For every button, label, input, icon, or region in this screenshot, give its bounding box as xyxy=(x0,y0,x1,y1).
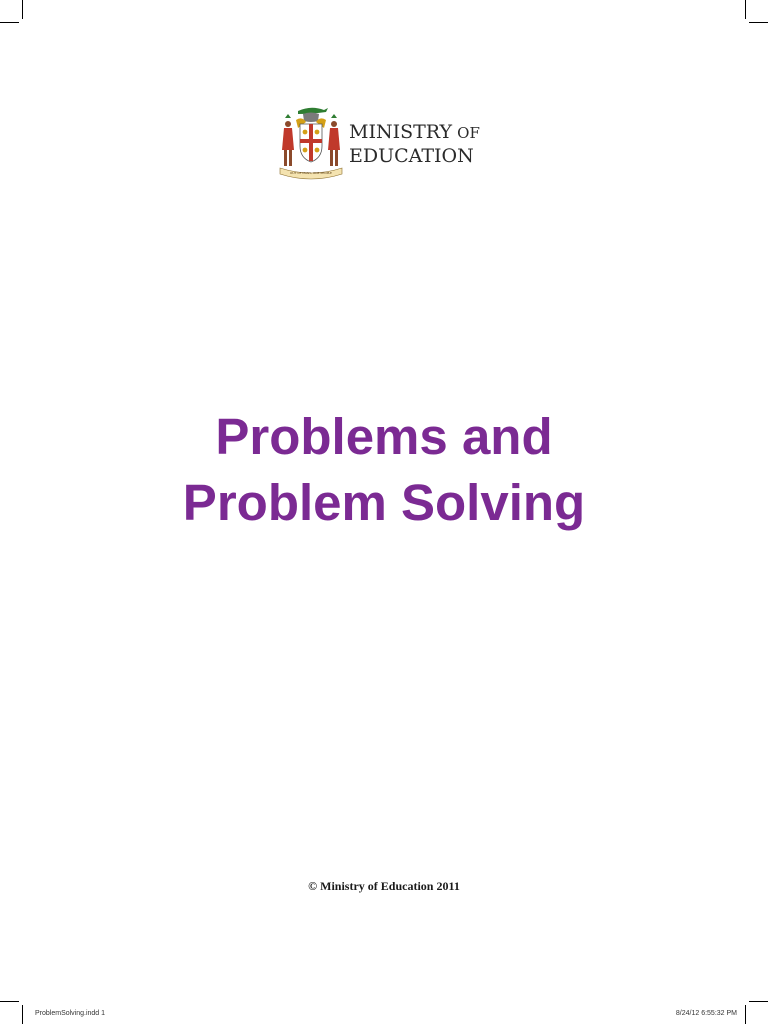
crop-mark-bottom-left-horizontal xyxy=(0,1001,19,1002)
title-line-1: Problems and xyxy=(215,408,553,465)
crop-mark-bottom-left-vertical xyxy=(22,1005,23,1024)
jamaica-coat-of-arms-icon xyxy=(276,102,346,182)
page-title xyxy=(0,404,768,536)
slug-filename: ProblemSolving.indd 1 xyxy=(35,1010,106,1017)
crop-mark-top-right-horizontal xyxy=(749,22,768,23)
ministry-wordmark xyxy=(349,121,480,168)
crop-mark-top-left-vertical xyxy=(22,0,23,19)
ministry-brand xyxy=(276,102,496,182)
crop-mark-bottom-right-horizontal xyxy=(749,1001,768,1002)
copyright-notice: © Ministry of Education 2011 xyxy=(308,879,460,893)
brand-line-2: EDUCATION xyxy=(349,145,474,167)
slug-timestamp: 8/24/12 6:55:32 PM xyxy=(675,1010,737,1017)
brand-line-1: MINISTRY xyxy=(349,121,453,143)
crop-mark-top-right-vertical xyxy=(745,0,746,19)
svg-text:OUT OF MANY, ONE PEOPLE: OUT OF MANY, ONE PEOPLE xyxy=(290,171,332,175)
brand-line-1-suffix: OF xyxy=(457,124,480,142)
crop-mark-top-left-horizontal xyxy=(0,22,19,23)
crop-mark-bottom-right-vertical xyxy=(745,1005,746,1024)
title-line-2: Problem Solving xyxy=(182,474,586,531)
